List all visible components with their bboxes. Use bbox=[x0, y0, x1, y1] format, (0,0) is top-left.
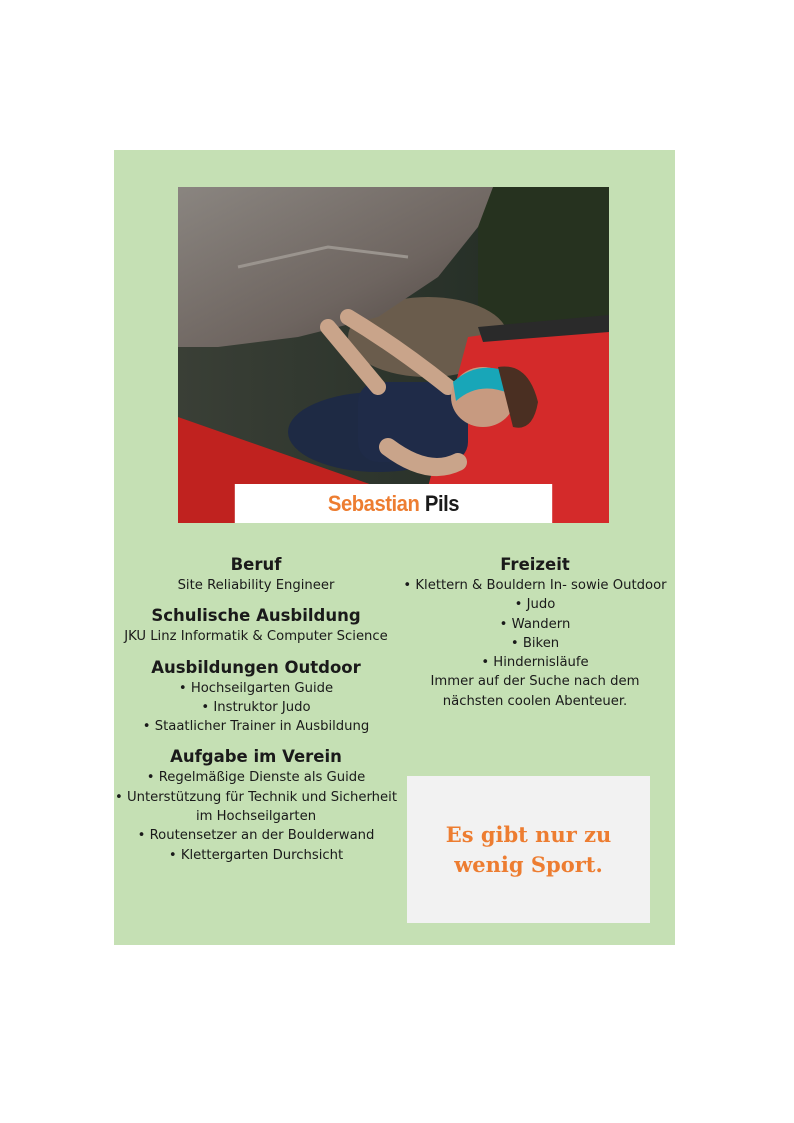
last-name: Pils bbox=[424, 490, 460, 516]
section-text: JKU Linz Informatik & Computer Science bbox=[124, 629, 388, 645]
section-text: Site Reliability Engineer bbox=[177, 578, 335, 593]
profile-card bbox=[114, 150, 675, 945]
list-item: • Hindernisläufe bbox=[401, 653, 669, 672]
quote-text: Es gibt nur zu wenig Sport. bbox=[445, 821, 612, 877]
list-item: • Klettergarten Durchsicht bbox=[114, 846, 398, 865]
section-schulische-ausbildung bbox=[114, 605, 398, 646]
quote-box bbox=[407, 776, 650, 923]
section-beruf bbox=[114, 554, 398, 595]
section-title: Beruf bbox=[230, 555, 282, 574]
freizeit-closing: Immer auf der Suche nach dem nächsten coolen Abenteuer. bbox=[430, 674, 640, 709]
list-item: • Hochseilgarten Guide bbox=[114, 679, 398, 698]
profile-photo bbox=[178, 187, 609, 523]
section-freizeit bbox=[401, 554, 669, 711]
first-name: Sebastian bbox=[327, 490, 420, 516]
left-column bbox=[114, 554, 398, 875]
bullet-list bbox=[114, 679, 398, 737]
list-item: • Routensetzer an der Boulderwand bbox=[114, 826, 398, 845]
section-title: Aufgabe im Verein bbox=[170, 747, 342, 767]
section-aufgabe-im-verein bbox=[114, 746, 398, 864]
list-item: • Wandern bbox=[401, 615, 669, 634]
list-item: • Staatlicher Trainer in Ausbildung bbox=[114, 717, 398, 736]
right-column bbox=[401, 554, 669, 721]
list-item: • Regelmäßige Dienste als Guide bbox=[114, 768, 398, 787]
list-item: • Klettern & Bouldern In- sowie Outdoor bbox=[401, 576, 669, 595]
list-item: • Judo bbox=[401, 595, 669, 614]
bullet-list bbox=[114, 768, 398, 864]
list-item: • Instruktor Judo bbox=[114, 698, 398, 717]
list-item: • Unterstützung für Technik und Sicherheit im Hochseilgarten bbox=[114, 788, 398, 827]
section-ausbildungen-outdoor bbox=[114, 657, 398, 737]
section-title: Schulische Ausbildung bbox=[151, 606, 361, 626]
list-item: • Biken bbox=[401, 634, 669, 653]
section-title: Freizeit bbox=[500, 555, 570, 574]
section-title: Ausbildungen Outdoor bbox=[151, 657, 361, 677]
bullet-list bbox=[401, 576, 669, 672]
bouldering-photo bbox=[178, 187, 609, 523]
name-banner bbox=[235, 484, 552, 523]
